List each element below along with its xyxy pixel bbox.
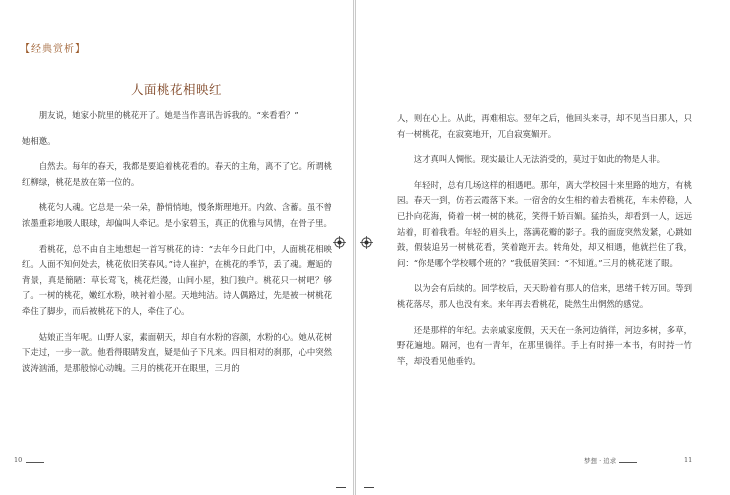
paragraph: 以为会有后续的。回学校后，天天盼着有那人的信来，思绪千转万回。等到桃花落尽，那人也没有来。来年再去看桃花，陡然生出惘然的感觉。	[397, 283, 692, 309]
paragraph: 桃花匀人魂。它总是一朵一朵，静悄悄地，慢条斯理地开。内敛、含蓄。虽不曾浓墨重彩地吸人眼球，却偏叫人牵记。是小家碧玉，真正的优雅与风情，在骨子里。	[22, 202, 332, 228]
page-number-right: 11	[684, 456, 693, 464]
section-label: 【经典赏析】	[20, 44, 86, 55]
registration-mark-icon	[333, 236, 346, 249]
crop-mark	[336, 487, 346, 488]
page-number-left: 10	[14, 456, 23, 464]
paragraph: 年轻时，总有几场这样的相遇吧。那年，离大学校园十来里路的地方，有桃园。春天一到，仿若云霞落下来。一宿舍的女生相约着去看桃花，车未停稳，人已扑向花海，倚着一树一树的桃花，笑得千娇百媚。猛抬头，却看到一人，远远站着，盯着我看。年轻的眉头上，落满花瓣的影子。我的面庞突然发紧，心跳如鼓，假装追另一树桃花看，笑着跑开去。转角处，却又相遇，他就拦住了我，问：“你是哪个学校哪个班的？”我低眉笑回：“不知道。”三月的桃花迷了眼。	[397, 179, 692, 268]
paragraph: 自然去。每年的春天，我都是要追着桃花看的。春天的主角，离不了它。所谓桃红柳绿，桃花是放在第一位的。	[22, 161, 332, 187]
left-page	[0, 0, 353, 495]
paragraph: 她相邀。	[22, 135, 56, 146]
footer-rule-right	[619, 462, 637, 463]
paragraph: 看桃花，总不由自主地想起一首写桃花的诗：“去年今日此门中，人面桃花相映红。人面不知何处去，桃花依旧笑春风。”诗人崔护，在桃花的季节，丢了魂。邂逅的背景，真是簡陋：草长莺飞，桃花烂漫，山间小屋，独门独户。桃花只一树吧？够了。一树的桃花，嫩红水粉，映衬着小屋。天地纯洁。诗人偶路过，先是被一树桃花牵住了脚步，而后被桃花下的人，牵住了心。	[22, 243, 332, 316]
running-head: 梦想 · 追求	[584, 457, 617, 465]
right-body	[397, 111, 692, 379]
book-gutter	[353, 0, 356, 495]
left-body	[22, 108, 332, 386]
paragraph: 这才真叫人惆怅。现实最让人无法消受的，莫过于如此的物是人非。	[413, 154, 666, 165]
footer-rule-left	[26, 462, 44, 463]
paragraph: 还是那样的年纪。去亲戚家度假，天天在一条河边徜徉，河边多树，多草，野花遍地。隔河，也有一青年，在那里徜徉。手上有时捧一本书，有时持一竹竿，却没看见他垂钓。	[397, 324, 692, 366]
right-page	[357, 0, 730, 495]
paragraph: 人，则在心上。从此，再难相忘。翌年之后，他回头来寻，却不见当日那人，只有一树桃花，在寂寞地开，兀自寂寞媚开。	[397, 113, 692, 139]
paragraph: 姑娘正当年呢。山野人家，素面朝天，却自有水粉的容颜，水粉的心。她从花树下走过，一步一款。他看得眼睛发直，疑是仙子下凡来。四目相对的刹那，心中突然波涛汹涌，是那般惊心动魄。三月的桃花开在眼里，三月的	[22, 331, 332, 373]
paragraph: 朋友说，她家小院里的桃花开了。她是当作喜讯告诉我的。“来看看？”	[38, 110, 299, 120]
article-title: 人面桃花相映红	[130, 82, 222, 97]
